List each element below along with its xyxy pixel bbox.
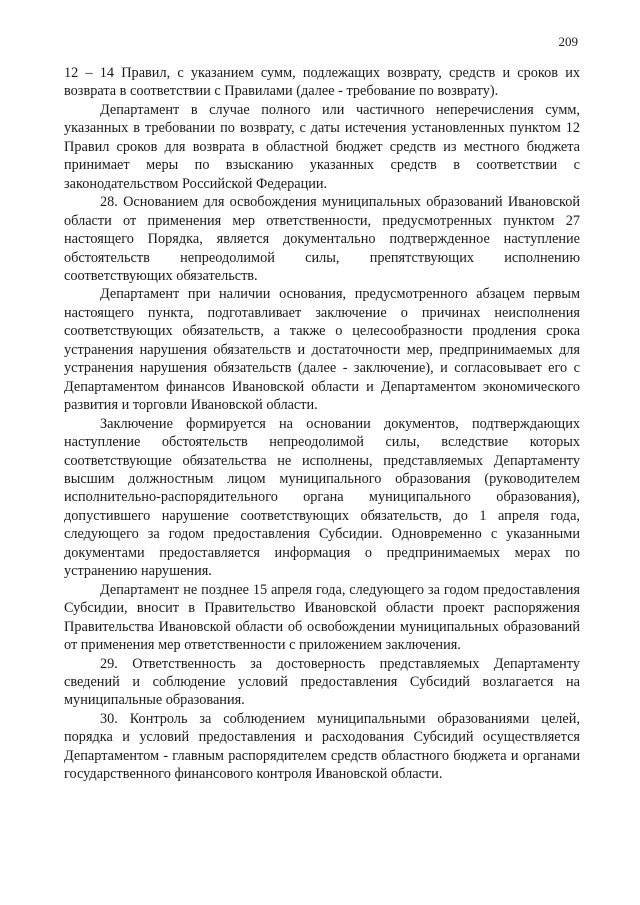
paragraph-29-responsibility: 29. Ответственность за достоверность представляемых Департаменту сведений и соблюдение условий предоставления Субсидий возлагается на муниципальные образования. [64, 655, 580, 709]
page-number: 209 [558, 34, 578, 49]
paragraph-draft-order: Департамент не позднее 15 апреля года, следующего за годом предоставления Субсидии, вносит в Правительство Ивановской области проект распоряжения Правительства Ивановской области об освобождении муниципальных образований от применения мер ответственности с приложением заключения. [64, 581, 580, 654]
document-body [64, 64, 580, 784]
paragraph-conclusion-preparation: Департамент при наличии основания, предусмотренного абзацем первым настоящего пункта, подготавливает заключение о причинах неисполнения соответствующих обязательств, а также о целесообразности продления срока устранения нарушения обязательств и достаточности мер, предпринимаемых для устранения нарушения обязательств (далее - заключение), и согласовывает его с Департаментом финансов Ивановской области и Департаментом экономического развития и торговли Ивановской области. [64, 286, 580, 414]
paragraph-30-control: 30. Контроль за соблюдением муниципальными образованиями целей, порядка и условий предоставления и расходования Субсидий осуществляется Департаментом - главным распорядителем средств областного бюджета и органами государственного финансового контроля Ивановской области. [64, 710, 580, 783]
paragraph-conclusion-formation: Заключение формируется на основании документов, подтверждающих наступление обстоятельств непреодолимой силы, вследствие которых соответствующие обязательства не исполнены, представляемых Департаменту высшим должностным лицом муниципального образования (руководителем исполнительно-распорядительного органа муниципального образования), допустившего нарушение соответствующих обязательств, до 1 апреля года, следующего за годом предоставления Субсидии. Одновременно с указанными документами предоставляется информация о предпринимаемых мерах по устранению нарушения. [64, 415, 580, 580]
paragraph-28-grounds: 28. Основанием для освобождения муниципальных образований Ивановской области от применения мер ответственности, предусмотренных пунктом 27 настоящего Порядка, является документально подтвержденное наступление обстоятельств непреодолимой силы, препятствующих исполнению соответствующих обязательств. [64, 194, 580, 284]
paragraph-collection-measures: Департамент в случае полного или частичного неперечисления сумм, указанных в требовании по возврату, с даты истечения установленных пунктом 12 Правил сроков для возврата в областной бюджет средств из местного бюджета принимает меры по взысканию указанных средств в соответствии с законодательством Российской Федерации. [64, 101, 580, 192]
paragraph-continuation: 12 – 14 Правил, с указанием сумм, подлежащих возврату, средств и сроков их возврата в соответствии с Правилами (далее - требование по возврату). [64, 65, 580, 100]
